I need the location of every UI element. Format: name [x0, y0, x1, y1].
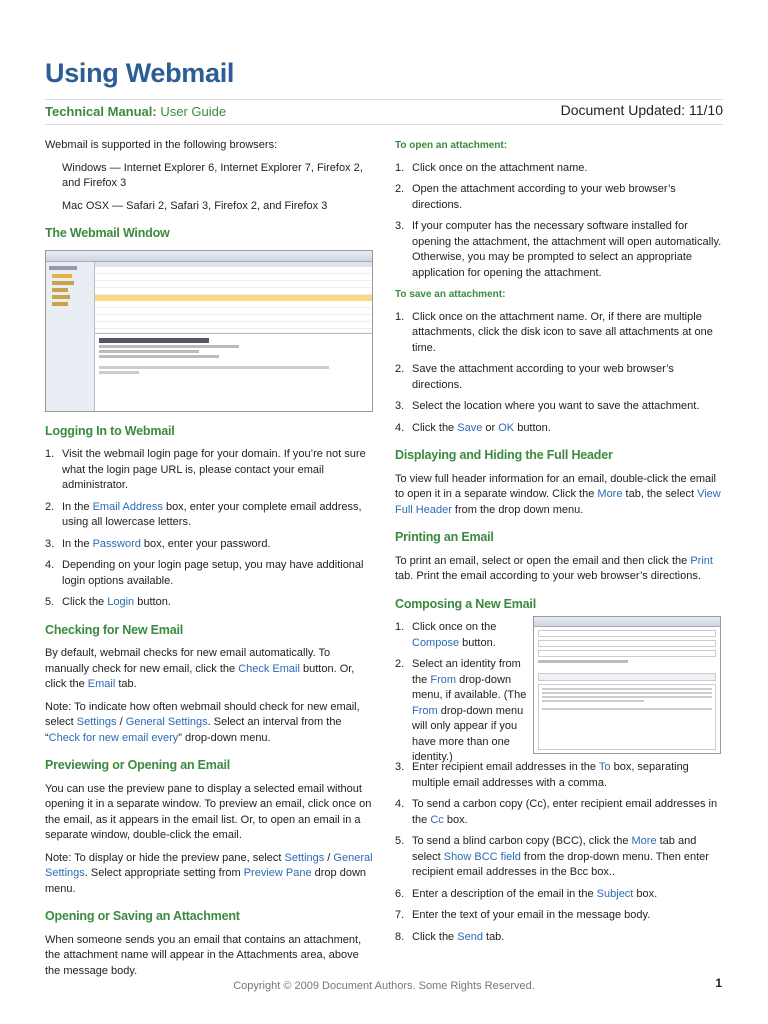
list-item: 3. In the Password box, enter your password. [45, 537, 271, 550]
preview-pane-link[interactable]: Preview Pane [243, 867, 312, 879]
list-item: 1. Visit the webmail login page for your domain. If you’re not sure what the login page URL is, please contact your email administrator. [45, 448, 366, 491]
document-updated: Document Updated: 11/10 [560, 102, 723, 118]
list-item: 4. To send a carbon copy (Cc), enter recipient email addresses in the Cc box. [395, 798, 718, 826]
preview-note: Note: To display or hide the preview pane, select Settings / General Settings. Select appropriate setting from Preview Pane drop down menu. [45, 851, 373, 895]
list-item: 7. Enter the text of your email in the message body. [395, 909, 651, 921]
list-item: 2. In the Email Address box, enter your complete email address, using all lowercase letters. [45, 500, 362, 528]
heading-printing: Printing an Email [395, 530, 494, 544]
heading-logging-in: Logging In to Webmail [45, 423, 175, 438]
compose-link[interactable]: Compose [412, 636, 460, 649]
settings-link[interactable]: Settings [284, 851, 325, 864]
webmail-window-screenshot [45, 250, 373, 412]
from-link[interactable]: From [430, 673, 457, 686]
compose-steps-first [395, 620, 527, 766]
check-interval-link[interactable]: Check for new email every [48, 731, 179, 744]
list-item: 2. Save the attachment according to your web browser’s directions. [395, 363, 674, 391]
list-item: 3. Select the location where you want to save the attachment. [395, 400, 700, 412]
list-item: 5. To send a blind carbon copy (BCC), click the More tab and select Show BCC field from the drop-down menu. Then enter recipient email addresses in the Bcc box.. [395, 835, 709, 878]
heading-checking-new-email: Checking for New Email [45, 622, 183, 637]
compose-window-screenshot [533, 616, 721, 754]
left-column [45, 138, 373, 986]
list-item: 1. Click once on the attachment name. [395, 161, 588, 174]
print-paragraph: To print an email, select or open the email and then click the Print tab. Print the email according to your web browser’s directions. [395, 554, 713, 582]
save-link[interactable]: Save [457, 421, 483, 434]
header-paragraph: To view full header information for an email, double-click the email to open it in a separate window. Click the More tab, the select View Full Header from the drop down menu. [395, 472, 721, 516]
document-header [45, 104, 723, 120]
email-tab-link[interactable]: Email [87, 678, 116, 690]
list-item: 2. Open the attachment according to your web browser’s directions. [395, 183, 676, 211]
list-item: 5. Click the Login button. [45, 596, 171, 608]
message-list-graphic [95, 262, 372, 332]
manual-label-rest: User Guide [156, 104, 227, 119]
compose-intro [395, 620, 723, 763]
save-steps [395, 310, 723, 437]
more-link[interactable]: More [597, 488, 623, 500]
heading-webmail-window: The Webmail Window [45, 226, 170, 240]
divider [45, 99, 723, 100]
from-link[interactable]: From [412, 704, 438, 717]
copyright-footer: Copyright © 2009 Document Authors. Some Rights Reserved. [233, 980, 535, 992]
login-steps [45, 447, 373, 611]
to-link[interactable]: To [598, 761, 611, 773]
manual-label-bold: Technical Manual: [45, 104, 157, 119]
list-item: 3. Enter recipient email addresses in the To box, separating multiple email addresses with a comma. [395, 761, 689, 789]
settings-link[interactable]: Settings [76, 716, 117, 728]
general-settings-link[interactable]: General Settings [45, 851, 373, 879]
list-item: 2. Select an identity from the From drop-down menu, if available. (The From drop-down menu will only appear if you have more than one identity.) [395, 658, 527, 763]
browsers-mac: Mac OSX — Safari 2, Safari 3, Firefox 2, and Firefox 3 [62, 199, 328, 212]
page-number: 1 [715, 976, 722, 990]
preview-paragraph: You can use the preview pane to display a selected email without opening it in a separate window. To preview an email, click once on the email, as it appears in the email list. Or, to open an email in a separate window, double-click the email. [45, 782, 372, 841]
attachment-paragraph: When someone sends you an email that contains an attachment, the attachment name will appear in the Attachments area, above the message body. [45, 933, 362, 977]
print-link[interactable]: Print [690, 554, 713, 567]
list-item: 6. Enter a description of the email in the Subject box. [395, 887, 658, 900]
check-note: Note: To indicate how often webmail should check for new email, select Settings / General Settings. Select an interval from the “Check for new email every” drop-down menu. [45, 700, 360, 744]
compose-steps [395, 760, 723, 945]
heading-save-attachment: To save an attachment: [395, 289, 506, 300]
list-item: 3. If your computer has the necessary software installed for opening the attachment, the attachment will open automatically. Otherwise, you may be prompted to select an appropriate application for opening the attachment. [395, 220, 722, 279]
check-paragraph: By default, webmail checks for new email automatically. To manually check for new email, click the Check Email button. Or, click the Email tab. [45, 647, 355, 690]
list-item: 4. Click the Save or OK button. [395, 421, 551, 434]
heading-full-header: Displaying and Hiding the Full Header [395, 448, 613, 462]
heading-composing: Composing a New Email [395, 596, 536, 611]
manual-label [45, 104, 226, 119]
login-link[interactable]: Login [107, 596, 135, 608]
list-item: 1. Click once on the Compose button. [395, 621, 497, 649]
page-title: Using Webmail [45, 58, 235, 88]
more-link[interactable]: More [631, 835, 657, 847]
list-item: 4. Depending on your login page setup, you may have additional login options available. [45, 559, 364, 587]
list-item: 8. Click the Send tab. [395, 930, 505, 943]
right-column [395, 138, 723, 951]
heading-previewing: Previewing or Opening an Email [45, 758, 231, 772]
check-email-link[interactable]: Check Email [238, 662, 300, 675]
folder-pane-graphic [46, 262, 95, 411]
password-link[interactable]: Password [92, 537, 141, 550]
list-item: 1. Click once on the attachment name. Or, if there are multiple attachments, click the disk icon to save all attachments at one time. [395, 310, 713, 354]
subject-link[interactable]: Subject [596, 887, 634, 900]
send-link[interactable]: Send [457, 930, 483, 943]
cc-link[interactable]: Cc [430, 813, 444, 826]
general-settings-link[interactable]: General Settings [125, 716, 208, 728]
view-full-header-link[interactable]: View Full Header [395, 488, 721, 516]
heading-attachment: Opening or Saving an Attachment [45, 909, 240, 923]
intro-text: Webmail is supported in the following browsers: [45, 139, 278, 151]
open-steps [395, 161, 723, 282]
divider [45, 124, 723, 125]
show-bcc-link[interactable]: Show BCC field [443, 850, 521, 863]
ok-link[interactable]: OK [498, 421, 515, 434]
preview-pane-graphic [95, 333, 372, 411]
email-address-link[interactable]: Email Address [92, 500, 163, 513]
heading-open-attachment: To open an attachment: [395, 140, 508, 151]
toolbar-graphic [46, 251, 372, 262]
browsers-windows: Windows — Internet Explorer 6, Internet Explorer 7, Firefox 2, and Firefox 3 [62, 161, 363, 189]
